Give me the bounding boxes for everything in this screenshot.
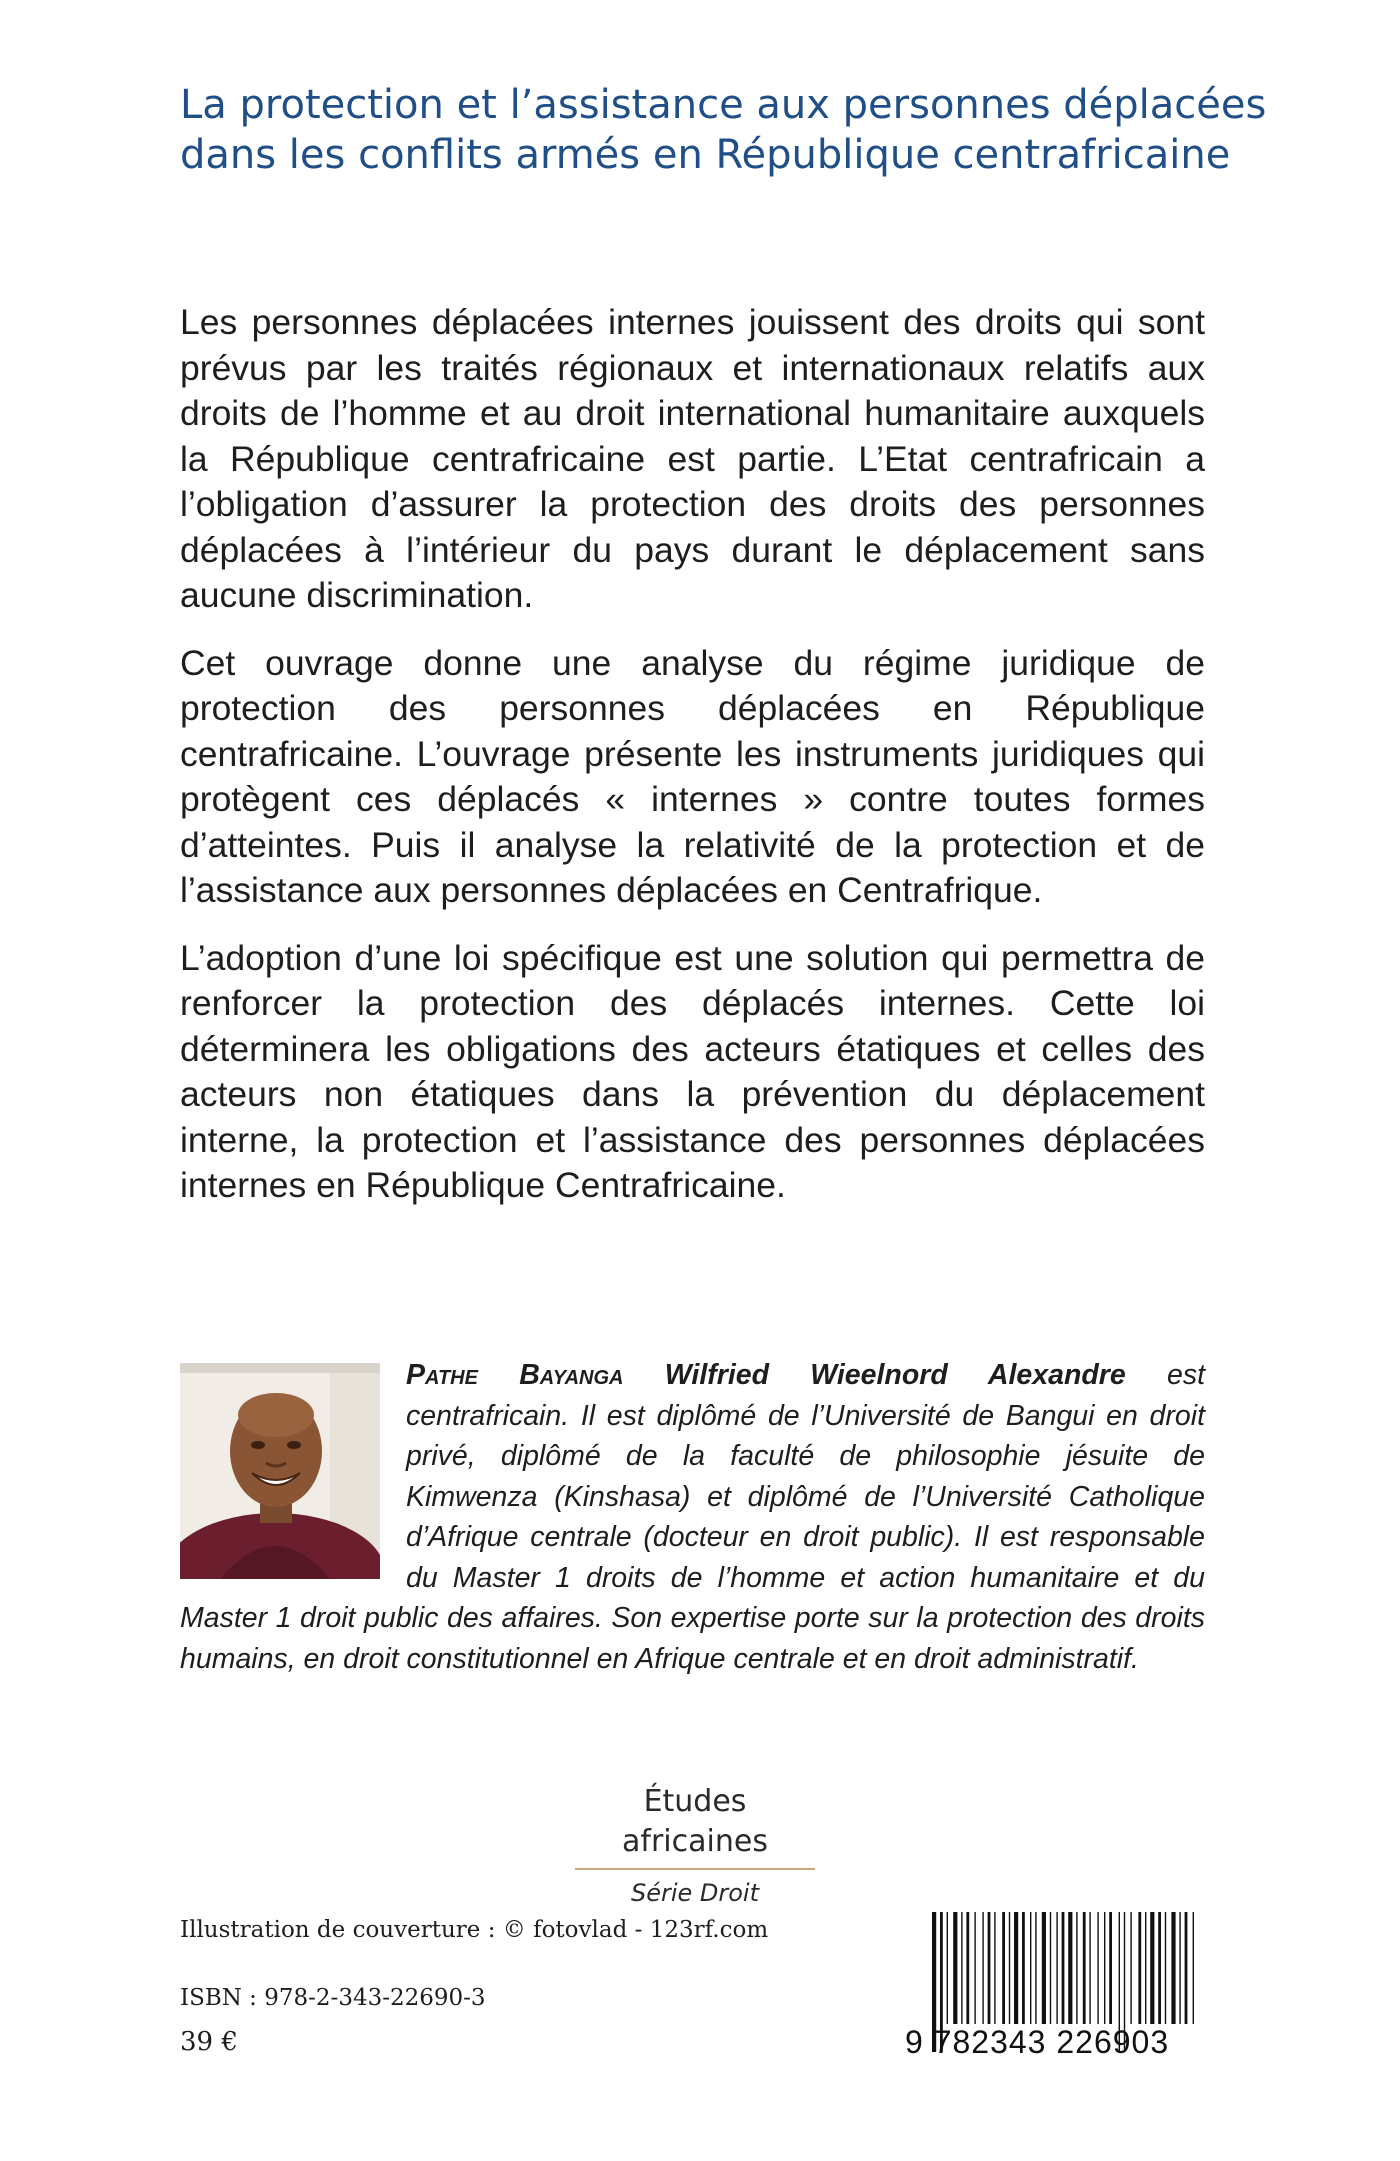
series-name: Études africaines <box>622 1784 768 1859</box>
blurb <box>180 300 1205 1231</box>
barcode-bar <box>1089 1912 1090 2024</box>
barcode-bar <box>1150 1912 1154 2024</box>
barcode-bar <box>966 1912 969 2024</box>
author-surname: Pathe Bayanga <box>406 1359 624 1391</box>
author-portrait-illustration <box>180 1363 380 1579</box>
barcode-bar <box>1042 1912 1046 2024</box>
book-title <box>180 80 1280 180</box>
barcode-bar <box>1050 1912 1051 2024</box>
author-bio <box>180 1355 1205 1679</box>
blurb-paragraph: L’adoption d’une loi spécifique est une solution qui permettra de renforcer la protection des déplacés internes. Cette loi déterminera les obligations des acteurs étatiques et celles des acteurs non étatiques dans la prévention du déplacement interne, la protection et l’assistance des personnes déplacées internes en République Centrafricaine. <box>180 937 1205 1205</box>
author-given-names: Wilfried Wieelnord Alexandre <box>664 1359 1126 1391</box>
isbn: ISBN : 978-2-343-22690-3 <box>180 1985 486 2011</box>
barcode-bar <box>1035 1912 1036 2024</box>
blurb-paragraph: Cet ouvrage donne une analyse du régime juridique de protection des personnes déplacées en République centrafricaine. L’ouvrage présente les instruments juridiques qui protègent ces déplacés « internes » contre toutes formes d’atteintes. Puis il analyse la relativité de la protection et de l’assistance aux personnes déplacées en Centrafrique. <box>180 642 1205 910</box>
barcode-bar <box>947 1912 948 2024</box>
barcode-bar <box>1056 1912 1057 2024</box>
series-subseries: Série Droit <box>630 1879 760 1907</box>
blurb-paragraph: Les personnes déplacées internes jouissent des droits qui sont prévus par les traités régionaux et internationaux relatifs aux droits de l’homme et au droit international humanitaire auxquels la République centrafricaine est partie. L’Etat centrafricain a l’obligation d’assurer la protection des droits des personnes déplacées à l’intérieur du pays durant le déplacement sans aucune discrimination. <box>180 302 1205 615</box>
barcode-bar <box>1193 1912 1194 2024</box>
barcode-bar <box>1179 1912 1180 2024</box>
barcode-bar <box>1104 1912 1105 2024</box>
barcode-bar <box>1171 1912 1175 2024</box>
barcode-bar <box>994 1912 995 2024</box>
barcode-bar <box>1097 1912 1098 2024</box>
book-title-line-1: La protection et l’assistance aux personnes déplacées <box>180 82 1267 128</box>
barcode-bar <box>1158 1912 1161 2024</box>
barcode-bar <box>1083 1912 1086 2024</box>
barcode-bar <box>982 1912 983 2024</box>
barcode-bar <box>1002 1912 1005 2024</box>
barcode-bar <box>988 1912 991 2024</box>
barcode-bar <box>1130 1912 1131 2024</box>
barcode-bar <box>1014 1912 1018 2024</box>
barcode-bar <box>953 1912 957 2024</box>
barcode-bar <box>1030 1912 1031 2024</box>
barcode-bar <box>1165 1912 1166 2024</box>
barcode-bar <box>1022 1912 1025 2024</box>
barcode-bar <box>1145 1912 1146 2024</box>
author-bio-text: est centrafricain. Il est diplômé de l’Université de Bangui en droit privé, diplômé de la faculté de philosophie jésuite de Kimwenza (Kinshasa) et diplômé de l’Université Catholique d’Afrique centrale (docteur en droit public). Il est responsable du Master 1 droits de l’homme et action humanitaire et du Master 1 droit public des affaires. Son expertise porte sur la protection des droits humains, en droit constitutionnel en Afrique centrale et en droit administratif. <box>180 1359 1206 1675</box>
barcode-bar <box>1138 1912 1141 2024</box>
barcode-bar <box>1076 1912 1077 2024</box>
book-title-line-2: dans les conflits armés en République centrafricaine <box>180 132 1231 178</box>
price: 39 € <box>180 2027 238 2057</box>
cover-credits: Illustration de couverture : © fotovlad - 123rf.com <box>180 1917 769 1943</box>
barcode-bar <box>1062 1912 1065 2024</box>
barcode-bar <box>1185 1912 1188 2024</box>
barcode-bar <box>1109 1912 1112 2024</box>
barcode-bar <box>1009 1912 1010 2024</box>
author-photo <box>180 1363 380 1579</box>
barcode-bar <box>974 1912 975 2024</box>
series-divider <box>575 1868 815 1870</box>
barcode-bar <box>1068 1912 1072 2024</box>
barcode-digits: 9 782343 226903 <box>905 2024 1170 2060</box>
series-block <box>570 1782 820 1908</box>
barcode-bar <box>961 1912 962 2024</box>
